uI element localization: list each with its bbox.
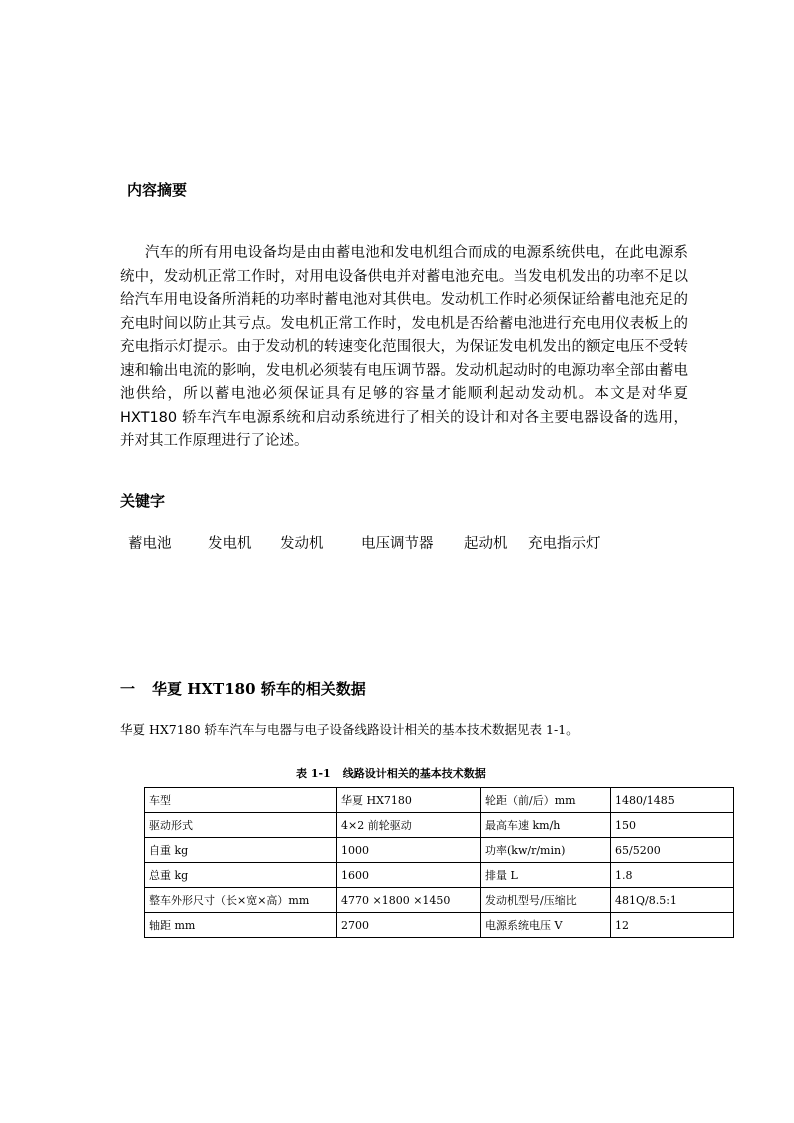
table-row [145,913,734,938]
table-cell: 4770 ×1800 ×1450 [337,888,481,913]
table-cell: 65/5200 [611,838,734,863]
table-row [145,863,734,888]
table-cell: 功率(kw/r/min) [481,838,611,863]
table-cell: 1600 [337,863,481,888]
table-cell: 最高车速 km/h [481,813,611,838]
spec-table [144,787,734,938]
table-cell: 4×2 前轮驱动 [337,813,481,838]
table-cell: 排量 L [481,863,611,888]
abstract-paragraph: 汽车的所有用电设备均是由由蓄电池和发电机组合而成的电源系统供电，在此电源系统中，发动机正常工作时，对用电设备供电并对蓄电池充电。当发电机发出的功率不足以给汽车用电设备所消耗的功率时蓄电池对其供电。发动机工作时必须保证给蓄电池充足的充电时间以防止其亏点。发电机正常工作时，发电机是否给蓄电池进行充电用仪表板上的充电指示灯提示。由于发动机的转速变化范围很大，为保证发电机发出的额定电压不受转速和输出电流的影响，发电机必须装有电压调节器。发动机起动时的电源功率全部由蓄电池供给，所以蓄电池必须保证具有足够的容量才能顺利起动发动机。本文是对华夏 HXT180 轿车汽车电源系统和启动系统进行了相关的设计和对各主要电器设备的选用，并对其工作原理进行了论述。 [120,245,688,449]
table-cell: 发动机型号/压缩比 [481,888,611,913]
keywords-heading: 关键字 [120,492,166,510]
table-cell: 150 [611,813,734,838]
table-row [145,813,734,838]
table-cell: 1480/1485 [611,788,734,813]
keyword-item: 蓄电池 [128,536,172,552]
keyword-item: 发动机 [280,536,324,552]
table-cell: 自重 kg [145,838,337,863]
section-title: 华夏 HXT180 轿车的相关数据 [152,680,366,698]
table-cell: 481Q/8.5:1 [611,888,734,913]
table-cell: 驱动形式 [145,813,337,838]
table-cell: 12 [611,913,734,938]
table-caption-number: 表 1-1 [296,767,331,780]
table-cell: 总重 kg [145,863,337,888]
keyword-item: 充电指示灯 [528,536,601,552]
table-cell: 整车外形尺寸（长×宽×高）mm [145,888,337,913]
table-cell: 1000 [337,838,481,863]
table-cell: 轮距（前/后）mm [481,788,611,813]
table-cell: 1.8 [611,863,734,888]
table-cell: 电源系统电压 V [481,913,611,938]
table-cell: 轴距 mm [145,913,337,938]
keyword-item: 起动机 [464,536,508,552]
table-caption [296,766,486,782]
keyword-item: 电压调节器 [361,536,434,552]
table-cell: 华夏 HX7180 [337,788,481,813]
section-number: 一 [120,680,136,698]
table-row [145,838,734,863]
table-row [145,888,734,913]
table-cell: 车型 [145,788,337,813]
keyword-item: 发电机 [208,536,252,552]
table-caption-title: 线路设计相关的基本技术数据 [342,767,486,780]
table-row [145,788,734,813]
abstract-heading: 内容摘要 [127,181,188,199]
section-intro: 华夏 HX7180 轿车汽车与电器与电子设备线路设计相关的基本技术数据见表 1-1。 [120,722,579,737]
table-cell: 2700 [337,913,481,938]
